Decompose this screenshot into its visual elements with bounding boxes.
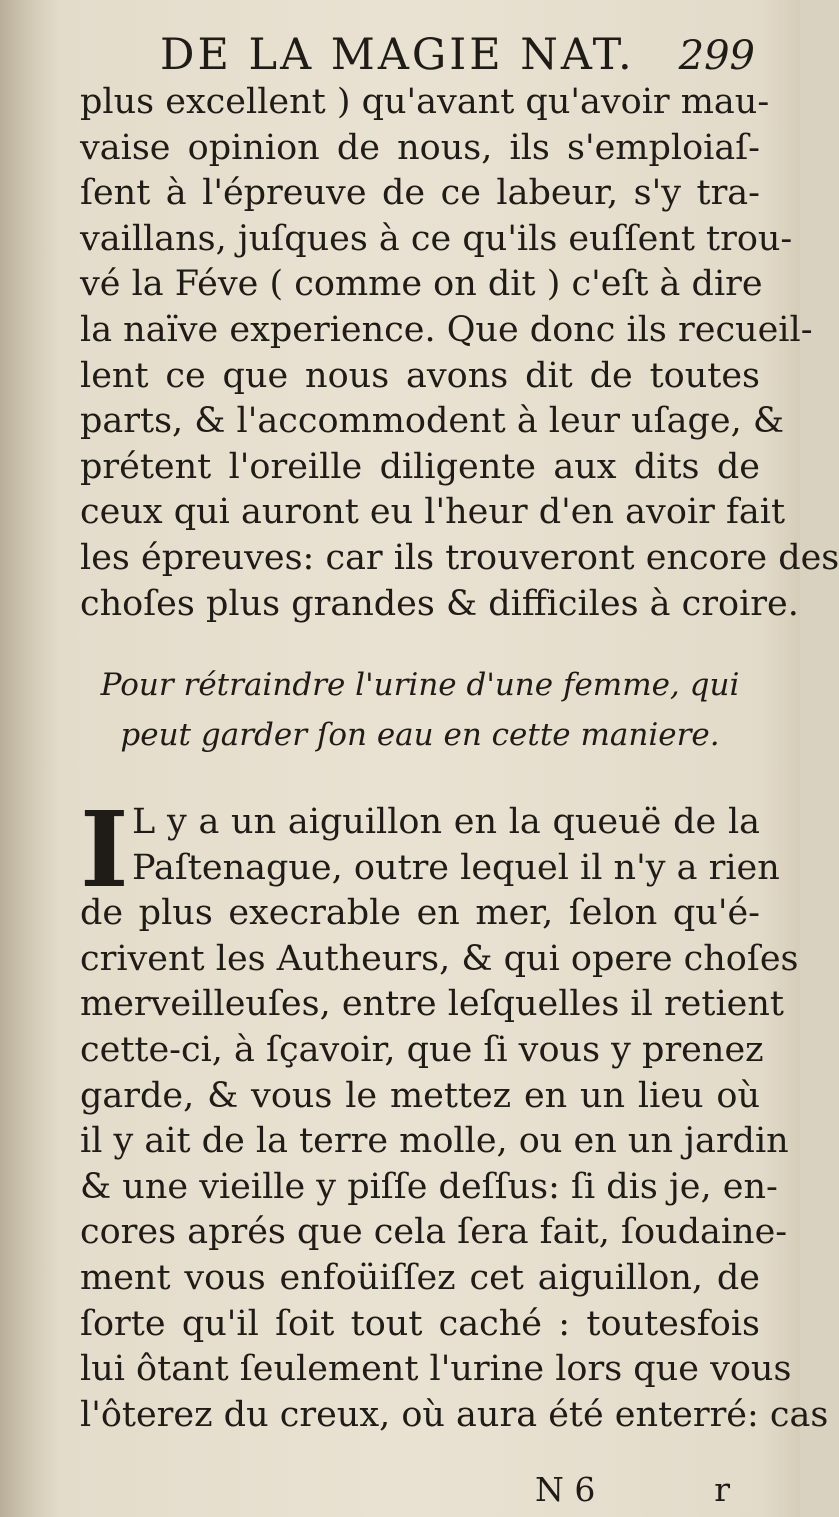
drop-cap: I: [80, 788, 129, 911]
text-line: cores aprés que cela ſera fait, ſoudaine-: [80, 1212, 788, 1253]
text-line: vaillans, juſques à ce qu'ils euſſent trou-: [80, 218, 793, 259]
text-line: vé la Féve ( comme on dit ) c'eſt à dire: [80, 264, 763, 305]
section-heading: [80, 660, 760, 760]
text-line: la naïve experience. Que donc ils recueil-: [80, 309, 813, 350]
text-line: choſes plus grandes & difficiles à croire.: [80, 583, 799, 624]
text-line: vaise opinion de nous, ils s'emploiaſ-: [80, 127, 760, 168]
text-line: prétent l'oreille diligente aux dits de: [80, 446, 760, 487]
heading-line: Pour rétraindre l'urine d'une femme, qui: [100, 667, 740, 703]
catchword-line: [535, 1470, 730, 1509]
text-line: les épreuves: car ils trouveront encore des: [80, 537, 839, 578]
text-line: plus excellent ) qu'avant qu'avoir mau-: [80, 82, 770, 122]
signature-mark: N 6: [535, 1470, 596, 1509]
text-line: cette-ci, à ſçavoir, que ſi vous y prenez: [80, 1029, 764, 1070]
text-line: parts, & l'accommodent à leur uſage, &: [80, 401, 784, 442]
text-line: garde, & vous le mettez en un lieu où: [80, 1075, 760, 1116]
text-line: ceux qui auront eu l'heur d'en avoir fait: [80, 492, 786, 533]
paragraph-2: [80, 788, 829, 1438]
text-line: ſent à l'épreuve de ce labeur, s'y tra-: [80, 173, 760, 214]
text-line: lent ce que nous avons dit de toutes: [80, 355, 760, 396]
running-head: [160, 30, 755, 80]
text-line: crivent les Autheurs, & qui opere choſes: [80, 938, 799, 979]
text-line: ment vous enfoüiſſez cet aiguillon, de: [80, 1257, 760, 1298]
text-line: il y ait de la terre molle, ou en un jardin: [80, 1121, 789, 1162]
text-line: Paſtenague, outre lequel il n'y a rien: [132, 847, 780, 888]
text-line: ſorte qu'il ſoit tout caché : toutesfois: [80, 1303, 760, 1344]
page-number: 299: [678, 33, 755, 79]
text-line: lui ôtant ſeulement l'urine lors que vous: [80, 1349, 792, 1390]
text-line: de plus execrable en mer, ſelon qu'é-: [80, 893, 760, 934]
text-line: & une vieille y piſſe deſſus: ſi dis je, en-: [80, 1166, 778, 1207]
text-line: L y a un aiguillon en la queuë de la: [132, 802, 760, 842]
running-head-title: DE LA MAGIE NAT.: [160, 30, 635, 80]
heading-line: peut garder ſon eau en cette maniere.: [120, 717, 720, 753]
text-line: l'ôterez du creux, où aura été enterré: cas: [80, 1394, 829, 1435]
catchword: r: [714, 1470, 730, 1509]
paragraph-1: [80, 80, 839, 627]
text-line: merveilleuſes, entre leſquelles il retient: [80, 984, 784, 1025]
